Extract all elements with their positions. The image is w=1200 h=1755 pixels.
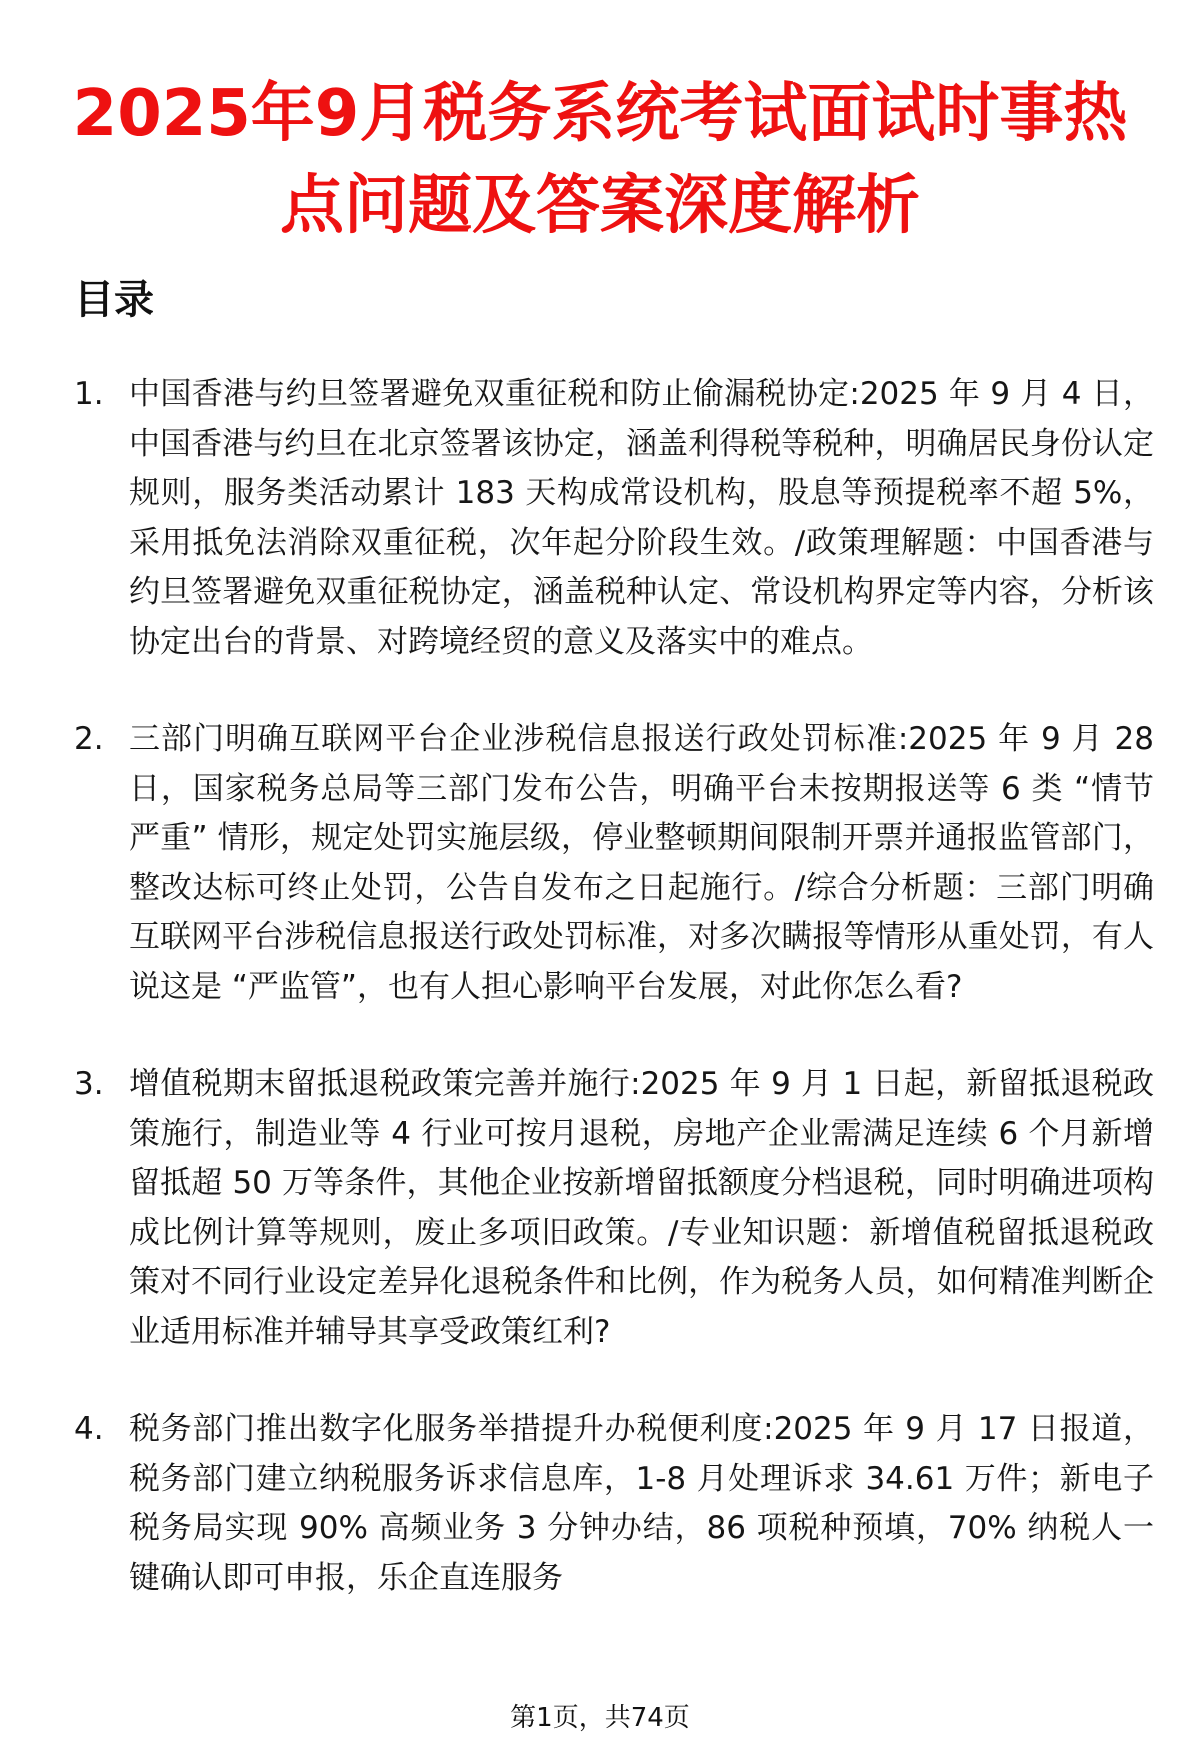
toc-item-text: 中国香港与约旦签署避免双重征税和防止偷漏税协定:2025 年 9 月 4 日，中国香港与约旦在北京签署该协定，涵盖利得税等税种，明确居民身份认定规则，服务类活动累计 183 天构成常设机构，股息等预提税率不超 5%，采用抵免法消除双重征税，次年起分阶段生效。/政策理解题：中国香港与约旦签署避免双重征税协定，涵盖税种认定、常设机构界定等内容，分析该协定出台的背景、对跨境经贸的意义及落实中的难点。 <box>129 376 1154 660</box>
toc-heading: 目录 <box>74 277 154 323</box>
toc-item-number: 4. <box>74 1411 104 1447</box>
toc-list <box>74 370 1154 1651</box>
toc-item-number: 1. <box>74 376 104 412</box>
toc-item-number: 3. <box>74 1066 104 1102</box>
toc-item-2 <box>74 715 1154 1012</box>
toc-item-text: 三部门明确互联网平台企业涉税信息报送行政处罚标准:2025 年 9 月 28 日，国家税务总局等三部门发布公告，明确平台未按期报送等 6 类 “情节严重” 情形，规定处罚实施层级，停业整顿期间限制开票并通报监管部门，整改达标可终止处罚，公告自发布之日起施行。/综合分析题：三部门明确互联网平台涉税信息报送行政处罚标准，对多次瞒报等情形从重处罚，有人说这是 “严监管”，也有人担心影响平台发展，对此你怎么看? <box>129 721 1154 1005</box>
toc-item-number: 2. <box>74 721 104 757</box>
toc-item-4 <box>74 1405 1154 1603</box>
toc-item-3 <box>74 1060 1154 1357</box>
toc-item-1 <box>74 370 1154 667</box>
page-footer: 第1页，共74页 <box>510 1703 690 1733</box>
document-title: 2025年9月税务系统考试面试时事热点问题及答案深度解析 <box>72 77 1128 243</box>
toc-item-text: 税务部门推出数字化服务举措提升办税便利度:2025 年 9 月 17 日报道，税务部门建立纳税服务诉求信息库，1-8 月处理诉求 34.61 万件；新电子税务局实现 90% 高频业务 3 分钟办结，86 项税种预填，70% 纳税人一键确认即可申报，乐企直连服务 <box>129 1411 1154 1596</box>
toc-item-text: 增值税期末留抵退税政策完善并施行:2025 年 9 月 1 日起，新留抵退税政策施行，制造业等 4 行业可按月退税，房地产企业需满足连续 6 个月新增留抵超 50 万等条件，其他企业按新增留抵额度分档退税，同时明确进项构成比例计算等规则，废止多项旧政策。/专业知识题：新增值税留抵退税政策对不同行业设定差异化退税条件和比例，作为税务人员，如何精准判断企业适用标准并辅导其享受政策红利? <box>129 1066 1154 1350</box>
